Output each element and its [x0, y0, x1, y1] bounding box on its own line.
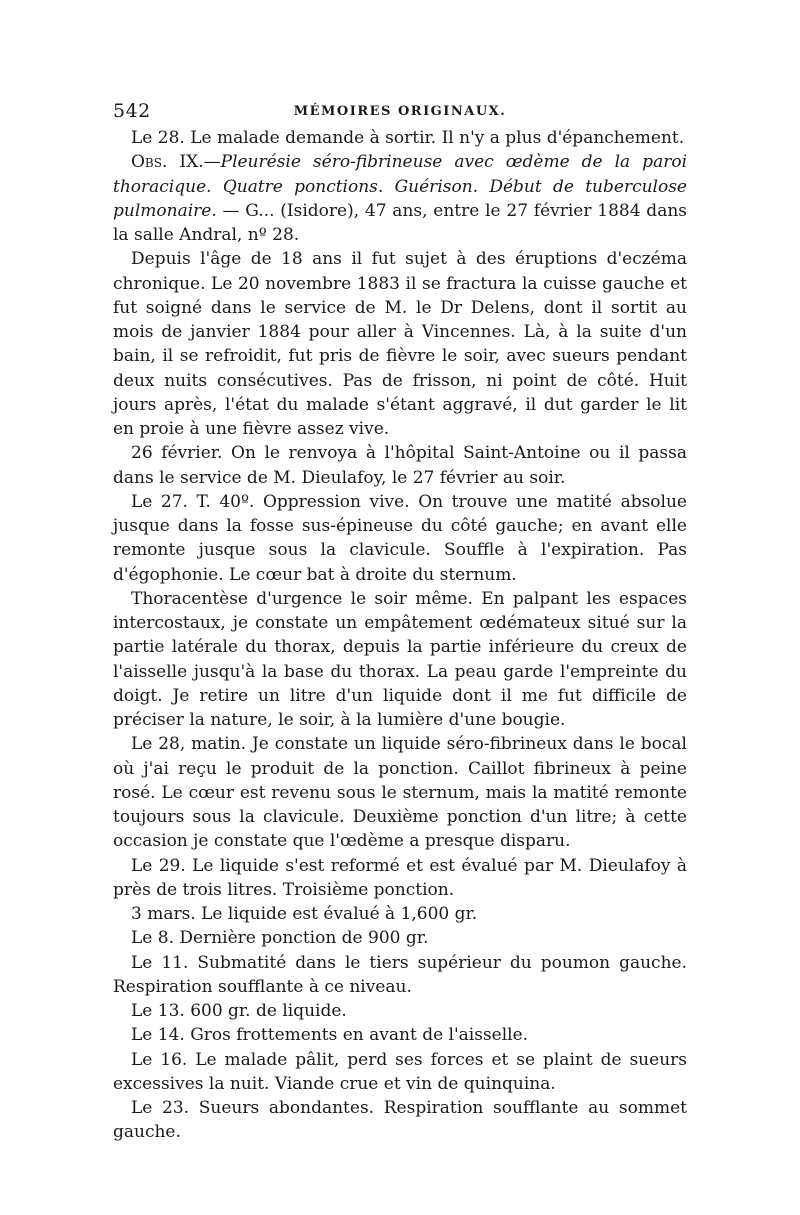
observation-dash: — — [203, 152, 221, 173]
paragraph: Le 29. Le liquide s'est reformé et est évalué par M. Dieulafoy à près de trois litres. Troisième ponction. — [113, 855, 687, 900]
paragraph: Le 11. Submatité dans le tiers supérieur du poumon gauche. Respiration soufflante à ce niveau. — [113, 952, 687, 997]
paragraph: Thoracentèse d'urgence le soir même. En palpant les espaces intercostaux, je constate un empâtement œdémateux situé sur la partie latérale du thorax, depuis la partie inférieure du creux de l'aisselle jusqu'à la base du thorax. La peau garde l'empreinte du doigt. Je retire un litre d'un liquide dont il me fut difficile de préciser la nature, le soir, à la lumière d'une bougie. — [113, 588, 687, 730]
paragraph: Le 16. Le malade pâlit, perd ses forces et se plaint de sueurs excessives la nuit. Viande crue et vin de quinquina. — [113, 1049, 687, 1094]
document-page — [113, 96, 687, 1145]
paragraph: Le 23. Sueurs abondantes. Respiration soufflante au sommet gauche. — [113, 1098, 687, 1143]
running-title: MÉMOIRES ORIGINAUX. — [293, 104, 507, 119]
paragraph: Le 28, matin. Je constate un liquide séro-fibrineux dans le bocal où j'ai reçu le produit de la ponction. Caillot fibrineux à peine rosé. Le cœur est revenu sous le sternum, mais la matité remonte toujours sous la clavicule. Deuxième ponction d'un litre; à cette occasion je constate que l'œdème a presque disparu. — [113, 734, 687, 852]
body-text — [113, 126, 687, 1145]
observation-heading — [113, 150, 687, 247]
paragraph: Depuis l'âge de 18 ans il fut sujet à des éruptions d'eczéma chronique. Le 20 novembre 1883 il se fractura la cuisse gauche et fut soigné dans le service de M. le Dr Delens, dont il sortit au mois de janvier 1884 pour aller à Vincennes. Là, à la suite d'un bain, il se refroidit, fut pris de fièvre le soir, avec sueurs pendant deux nuits consécutives. Pas de frisson, ni point de côté. Huit jours après, l'état du malade s'étant aggravé, il dut garder le lit en proie à une fièvre assez vive. — [113, 249, 687, 439]
page-number: 542 — [113, 100, 151, 122]
paragraph: Le 8. Dernière ponction de 900 gr. — [131, 928, 429, 949]
paragraph: Le 27. T. 40º. Oppression vive. On trouve une matité absolue jusque dans la fosse sus-épineuse du côté gauche; en avant elle remonte jusque sous la clavicule. Souffle à l'expiration. Pas d'égophonie. Le cœur bat à droite du sternum. — [113, 491, 687, 585]
paragraph: 26 février. On le renvoya à l'hôpital Saint-Antoine ou il passa dans le service de M. Dieulafoy, le 27 février au soir. — [113, 443, 687, 488]
observation-title: Pleurésie séro-fibrineuse avec œdème de la paroi thoracique. Quatre ponctions. Guérison. Début de tuberculose pulmonaire. — [113, 152, 687, 221]
observation-label: Obs. IX. — [131, 152, 204, 173]
page-header — [113, 96, 687, 126]
paragraph: Le 14. Gros frottements en avant de l'aisselle. — [131, 1025, 529, 1046]
paragraph: Le 13. 600 gr. de liquide. — [131, 1001, 347, 1021]
paragraph: 3 mars. Le liquide est évalué à 1,600 gr. — [131, 904, 478, 924]
observation-patient: — G... (Isidore), 47 ans, entre le 27 février 1884 dans la salle Andral, nº 28. — [113, 200, 687, 245]
paragraph: Le 28. Le malade demande à sortir. Il n'y a plus d'épanchement. — [131, 128, 685, 148]
